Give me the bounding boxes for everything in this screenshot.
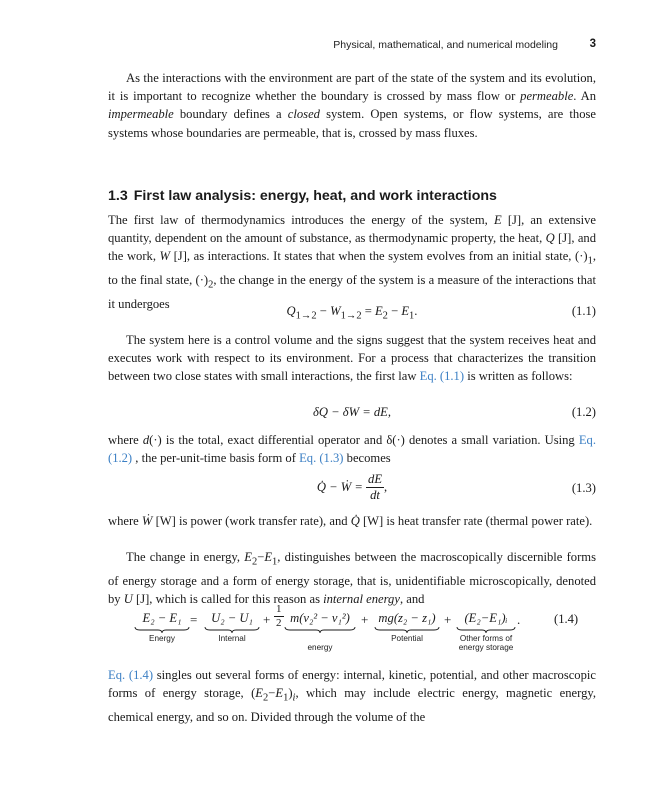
potential-term: mg(z₂ − z₁) Potential [374,611,440,643]
equation-1-4-number: (1.4) [554,612,579,626]
equation-1-1 [108,304,596,324]
section-title: First law analysis: energy, heat, and work interactions [133,188,497,204]
underbrace [134,626,190,634]
equation-1-1-number: (1.1) [571,304,596,318]
energy-term: E₂ − E₁ Energy [134,611,190,643]
fraction-dE-dt: $\frac{dE}{dt}$ [368,472,383,502]
eq-1-4-link[interactable]: Eq. (1.4) [108,668,154,682]
internal-term: U₂ − U₁ Internal [204,611,260,643]
energy-change-paragraph: The change in energy, $E_2-E_1$, distinguishes between the macroscopically discernible forms of energy storage and a form of energy storage, that is, unidentifiable microscopically, denoted by U [J], which is called for this reason as internal energy, and [108,550,596,606]
kinetic-term: m(v₂² − v₁²) [284,611,356,634]
where-paragraph: where d(·) is the total, exact differential operator and δ(·) denotes a small variation. Using Eq. (1.2) , the per-unit-time basis form of Eq. (1.3) becomes [108,433,596,466]
one-half: $\frac{1}{2}$ [276,603,282,629]
equation-1-2-number: (1.2) [571,405,596,419]
eq-1-1-link[interactable]: Eq. (1.1) [419,369,465,384]
other-forms-term: (E₂−E₁)ᵢ Other forms of energy storage [456,611,516,652]
equation-1-3-body: Q̇ − Ẇ = $\frac{dE}{dt}$ , [316,472,388,502]
equation-1-2-body: δQ − δW = dE, [312,405,392,419]
page-number: 3 [589,38,596,50]
power-paragraph: where Ẇ [W] is power (work transfer rate), and Q̇ [W] is heat transfer rate (thermal power rate). [108,514,593,528]
intro-paragraph: As the interactions with the environment are part of the state of the system and its evolution, it is important to recognize whether the boundary is crossed by mass flow or permeable. An impermeable boundary defines a closed system. Open systems, or flow systems, are those systems whose boundaries are permeable, that is, crossed by mass fluxes. [108,71,596,140]
final-paragraph: Eq. (1.4) singles out several forms of energy: internal, kinetic, potential, and other macroscopic forms of energy storage, $(E_2-E_1)_i$, which may include electric energy, magnetic energy, chemical energy, and so on. Divided through the volume of the [108,668,596,724]
eq-1-2-link[interactable]: Eq. (1.2) [108,433,596,466]
running-title: Physical, mathematical, and numerical modeling [333,39,558,51]
equation-1-1-body: $Q_{1\to 2} - W_{1\to 2} = E_2 - E_1$. [286,304,418,322]
equation-1-2 [108,405,596,425]
first-law-paragraph: The first law of thermodynamics introduces the energy of the system, E [J], an extensive quantity, dependent on the amount of substance, as thermodynamic property, the heat, Q [J], and the work, W [J], as interactions. It states that when the system evolves from an initial state, $(\cdot)_1$, to the final state, $(\cdot)_2$, the change in the energy of the system is a measure of the interactions that it undergoes [108,213,597,311]
section-heading [108,188,497,204]
section-number: 1.3 [108,188,128,204]
underbrace [204,626,260,634]
control-volume-paragraph: The system here is a control volume and the signs suggest that the system receives heat and executes work with respect to its environment. For a process that characterizes the transition between two close states with small interactions, the first law Eq. (1.1) is written as follows: [108,333,596,384]
underbrace [284,626,356,634]
underbrace [374,626,440,634]
page-header [108,38,596,54]
equation-1-3 [108,472,596,508]
underbrace [456,626,516,634]
equation-1-3-number: (1.3) [571,481,596,495]
eq-1-3-link[interactable]: Eq. (1.3) [299,451,344,466]
